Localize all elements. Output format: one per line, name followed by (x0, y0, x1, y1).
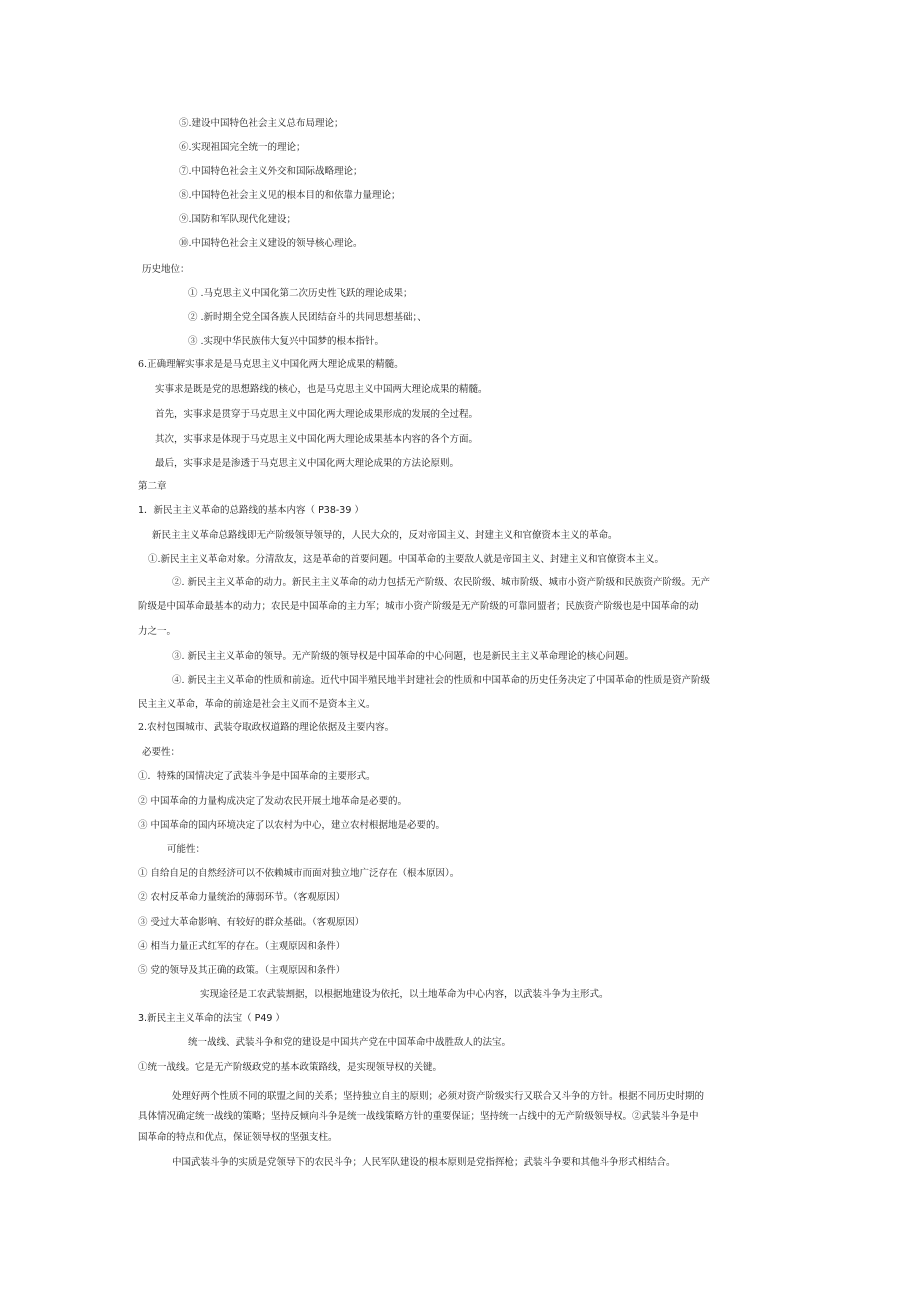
q3-point-1-detail-line-2: 具体情况确定统一战线的策略；坚持反倾向斗争是统一战线策略方针的重要保证；坚持统一占线中的无产阶级领导权。②武装斗争是中 (138, 1111, 699, 1122)
theory-item-5: ⑤.建设中国特色社会主义总布局理论； (179, 118, 344, 129)
possibility-item-2: ② 农村反革命力量统治的薄弱环节。（客观原因） (138, 892, 346, 903)
q6-line-3: 其次，实事求是体现于马克思主义中国化两大理论成果基本内容的各个方面。 (155, 434, 479, 445)
q1-point-2-line-3: 力之一。 (138, 626, 177, 637)
q3-point-1-detail-line-3: 国革命的特点和优点，保证领导权的坚强支柱。 (138, 1132, 338, 1143)
q6-title: 6.正确理解实事求是是马克思主义中国化两大理论成果的精髓。 (138, 359, 404, 370)
q1-point-4-line-2: 民主主义革命，革命的前途是社会主义而不是资本主义。 (138, 699, 376, 710)
path-line: 实现途径是工农武装割据，以根据地建设为依托，以土地革命为中心内容，以武装斗争为主形式。 (200, 989, 609, 1000)
q1-point-1: ①.新民主主义革命对象。分清敌友，这是革命的首要问题。中国革命的主要敌人就是帝国主义、封建主义和官僚资本主义。 (148, 554, 665, 565)
q1-point-2-line-2: 阶级是中国革命最基本的动力；农民是中国革命的主力军；城市小资产阶级是无产阶级的可靠同盟者；民族资产阶级也是中国革命的动 (138, 601, 699, 612)
q1-point-4-line-1: ④. 新民主主义革命的性质和前途。近代中国半殖民地半封建社会的性质和中国革命的历史任务决定了中国革命的性质是资产阶级 (172, 675, 711, 686)
necessity-item-3: ③ 中国革命的国内环境决定了以农村为中心，建立农村根据地是必要的。 (138, 820, 446, 831)
q6-line-2: 首先，实事求是贯穿于马克思主义中国化两大理论成果形成的发展的全过程。 (155, 409, 479, 420)
q3-intro: 统一战线、武装斗争和党的建设是中国共产党在中国革命中战胜敌人的法宝。 (188, 1037, 512, 1048)
theory-item-9: ⑨.国防和军队现代化建设； (179, 214, 297, 225)
q3-point-1: ①统一战线。它是无产阶级政党的基本政策路线，是实现领导权的关键。 (138, 1062, 443, 1073)
q1-point-2-line-1: ②. 新民主主义革命的动力。新民主主义革命的动力包括无产阶级、农民阶级、城市阶级、城市小资产阶级和民族资产阶级。无产 (172, 577, 711, 588)
necessity-item-2: ② 中国革命的力量构成决定了发动农民开展土地革命是必要的。 (138, 796, 408, 807)
q2-title: 2.农村包围城市、武装夺取政权道路的理论依据及主要内容。 (138, 722, 395, 733)
theory-item-6: ⑥.实现祖国完全统一的理论； (179, 142, 306, 153)
chapter-heading: 第二章 (138, 481, 167, 492)
possibility-title: 可能性： (167, 844, 206, 855)
necessity-item-1: ①．特殊的国情决定了武装斗争是中国革命的主要形式。 (138, 771, 376, 782)
q1-point-3: ③. 新民主主义革命的领导。无产阶级的领导权是中国革命的中心问题，也是新民主主义革命理论的核心问题。 (172, 651, 635, 662)
possibility-item-1: ① 自给自足的自然经济可以不依赖城市而面对独立地广泛存在（根本原因）。 (138, 868, 460, 879)
history-item-3: ③ .实现中华民族伟大复兴中国梦的根本指针。 (188, 336, 385, 347)
theory-item-7: ⑦.中国特色社会主义外交和国际战略理论； (179, 166, 363, 177)
history-item-1: ① .马克思主义中国化第二次历史性飞跃的理论成果； (188, 288, 413, 299)
q6-line-1: 实事求是既是党的思想路线的核心，也是马克思主义中国两大理论成果的精髓。 (155, 384, 488, 395)
possibility-item-3: ③ 受过大革命影响、有较好的群众基础。（客观原因） (138, 917, 365, 928)
q3-title: 3.新民主主义革命的法宝（ P49 ） (138, 1013, 285, 1024)
q6-line-4: 最后，实事求是是渗透于马克思主义中国化两大理论成果的方法论原则。 (155, 458, 460, 469)
theory-item-10: ⑩.中国特色社会主义建设的领导核心理论。 (179, 238, 363, 249)
q3-point-1-detail-line-1: 处理好两个性质不同的联盟之间的关系；坚持独立自主的原则；必须对资产阶级实行又联合又斗争的方针。根据不同历史时期的 (172, 1091, 705, 1102)
q1-title: 1．新民主主义革命的总路线的基本内容（ P38-39 ） (138, 505, 364, 516)
q3-point-2-detail: 中国武装斗争的实质是党领导下的农民斗争；人民军队建设的根本原则是党指挥枪；武装斗争要和其他斗争形式相结合。 (172, 1157, 676, 1168)
possibility-item-5: ⑤ 党的领导及其正确的政策。（主观原因和条件） (138, 965, 346, 976)
possibility-item-4: ④ 相当力量正式红军的存在。（主观原因和条件） (138, 941, 346, 952)
history-title: 历史地位： (142, 264, 190, 275)
theory-item-8: ⑧.中国特色社会主义见的根本目的和依靠力量理论； (179, 190, 401, 201)
necessity-title: 必要性： (142, 747, 181, 758)
q1-intro: 新民主主义革命总路线即无产阶级领导领导的，人民大众的，反对帝国主义、封建主义和官僚资本主义的革命。 (152, 530, 618, 541)
history-item-2: ② .新时期全党全国各族人民团结奋斗的共同思想基础；、 (188, 312, 427, 323)
